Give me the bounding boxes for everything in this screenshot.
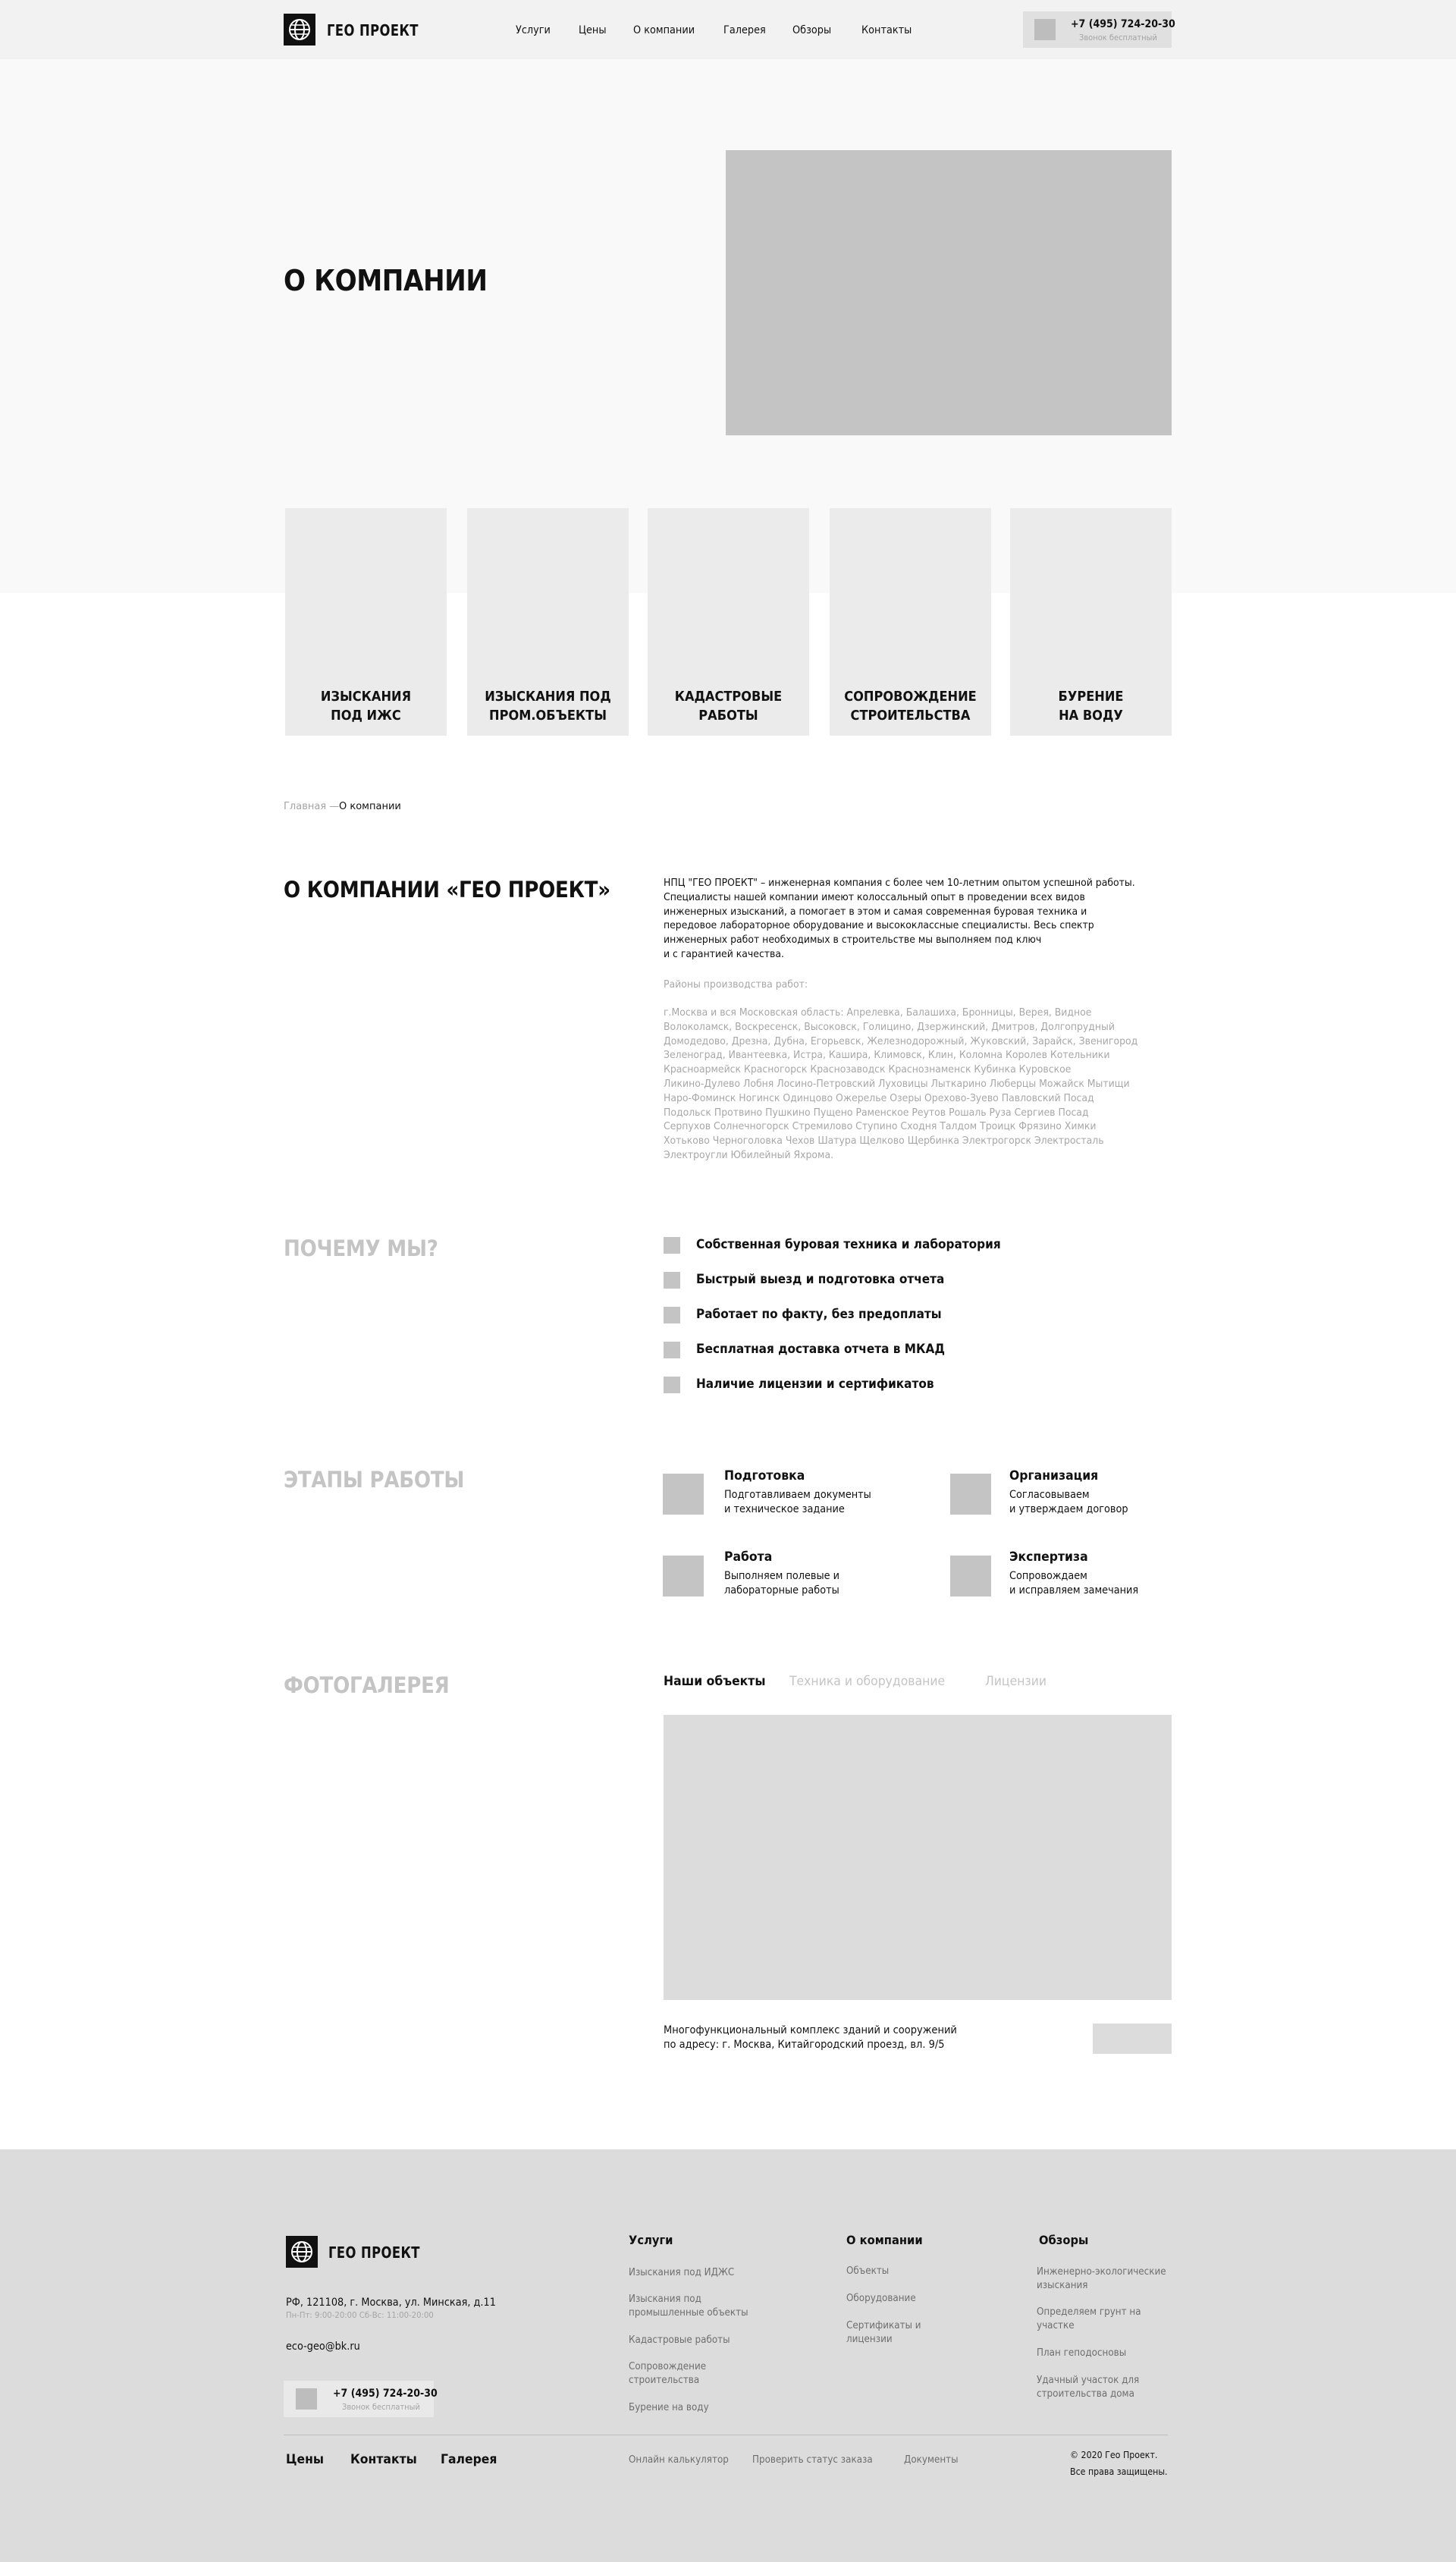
footer-link[interactable]: Удачный участок для строительства дома (1037, 2375, 1140, 2400)
service-card-label: ИЗЫСКАНИЯ ПОД ИЖС (320, 689, 412, 724)
service-card-label: БУРЕНИЕ НА ВОДУ (1058, 689, 1124, 724)
bullet-icon (664, 1377, 680, 1393)
service-card-label: СОПРОВОЖДЕНИЕ СТРОИТЕЛЬСТВА (844, 689, 977, 724)
footer-link-order-status[interactable]: Проверить статус заказа (752, 2454, 873, 2466)
footer-logo-text[interactable]: ГЕО ПРОЕКТ (328, 2243, 420, 2262)
footer-col-title[interactable]: Обзоры (1039, 2233, 1089, 2247)
why-item: Работает по факту, без предоплаты (696, 1307, 942, 1322)
footer-link-prices[interactable]: Цены (286, 2452, 325, 2467)
footer-email[interactable]: eco-geo@bk.ru (286, 2341, 360, 2353)
stage-icon (950, 1556, 991, 1597)
tab-licenses[interactable]: Лицензии (985, 1674, 1047, 1689)
stage-desc: Выполняем полевые и лабораторные работы (724, 1570, 840, 1597)
phone-icon (1034, 19, 1056, 40)
footer-address: РФ, 121108, г. Москва, ул. Минская, д.11 (286, 2297, 496, 2309)
footer-link[interactable]: План геподосновы (1037, 2347, 1127, 2359)
phone-icon (296, 2388, 317, 2410)
stages-title: ЭТАПЫ РАБОТЫ (284, 1467, 465, 1493)
stage-icon (663, 1556, 704, 1597)
footer-link[interactable]: Определяем грунт на участке (1037, 2306, 1141, 2331)
service-card-label: ИЗЫСКАНИЯ ПОД ПРОМ.ОБЪЕКТЫ (485, 689, 611, 724)
bullet-icon (664, 1237, 680, 1254)
footer-link-calculator[interactable]: Онлайн калькулятор (629, 2454, 729, 2466)
gallery-title: ФОТОГАЛЕРЕЯ (284, 1672, 450, 1698)
service-card-label: КАДАСТРОВЫЕ РАБОТЫ (674, 689, 783, 724)
about-title: О КОМПАНИИ «ГЕО ПРОЕКТ» (284, 877, 610, 903)
areas-list: г.Москва и вся Московская область: Апрелевка, Балашиха, Бронницы, Верея, Видное Волоколамск, Воскресенск, Высоковск, Голицино, Дзержинский, Дмитров, Долгопрудный Домодедово, Дрезна, Дубна, Егорьевск, Железнодорожный, Жуковский, Зарайск, Звенигород Зеленоград, Ивантеевка, Истра, Кашира, Климовск, Клин, Коломна Королев Котельники Красноармейск Красногорск Краснозаводск Краснознаменск Кубинка Куровское Ликино-Дулево Лобня Лосино-Петровский Луховицы Лыткарино Люберцы Можайск Мытищи Наро-Фоминск Ногинск Одинцово Ожерелье Озеры Орехово-Зуево Павловский Посад Подольск Протвино Пушкино Пущено Раменское Реутов Рошаль Руза Сергиев Посад Серпухов Солнечногорск Стремилово Ступино Сходня Талдом Троицк Фрязино Химки Хотьково Черноголовка Чехов Шатура Щелково Щербинка Электрогорск Электросталь Электроугли Юбилейный Яхрома. (664, 1007, 1138, 1161)
footer-link[interactable]: Сертификаты и лицензии (846, 2320, 921, 2345)
nav-prices[interactable]: Цены (579, 24, 607, 36)
service-card-cadastral[interactable] (648, 508, 809, 736)
service-card-construction[interactable] (830, 508, 991, 736)
nav-services[interactable]: Услуги (516, 24, 551, 36)
footer-link[interactable]: Кадастровые работы (629, 2334, 730, 2346)
site-header (0, 0, 1456, 59)
site-footer (0, 2149, 1456, 2562)
footer-link[interactable]: Инженерно-экологические изыскания (1037, 2266, 1166, 2291)
stage-title: Экспертиза (1009, 1549, 1088, 1565)
stage-icon (663, 1474, 704, 1515)
nav-about[interactable]: О компании (633, 24, 695, 36)
footer-link[interactable]: Сопровождение строительства (629, 2361, 707, 2386)
footer-link[interactable]: Объекты (846, 2265, 890, 2277)
footer-link-documents[interactable]: Документы (904, 2454, 959, 2466)
why-item: Наличие лицензии и сертификатов (696, 1377, 934, 1392)
tab-equipment[interactable]: Техника и оборудование (789, 1674, 946, 1689)
footer-link-contacts[interactable]: Контакты (350, 2452, 417, 2467)
why-item: Собственная буровая техника и лаборатория (696, 1237, 1001, 1252)
why-title: ПОЧЕМУ МЫ? (284, 1235, 438, 1261)
header-phone-note: Звонок бесплатный (1079, 33, 1157, 42)
nav-reviews[interactable]: Обзоры (792, 24, 832, 36)
gallery-image[interactable] (664, 1715, 1172, 2000)
hero-image (726, 150, 1172, 435)
why-item: Бесплатная доставка отчета в МКАД (696, 1342, 945, 1357)
footer-phone-note: Звонок бесплатный (342, 2402, 420, 2412)
footer-phone[interactable] (284, 2381, 438, 2417)
why-item: Быстрый выезд и подготовка отчета (696, 1272, 945, 1287)
bullet-icon (664, 1272, 680, 1289)
footer-link[interactable]: Изыскания под ИДЖС (629, 2267, 735, 2278)
footer-col-title[interactable]: О компании (846, 2233, 923, 2247)
header-phone[interactable] (1023, 11, 1175, 48)
logo-text[interactable]: ГЕО ПРОЕКТ (327, 21, 419, 39)
gallery-pager[interactable] (1093, 2024, 1172, 2054)
tab-our-objects[interactable]: Наши объекты (664, 1674, 766, 1689)
nav-gallery[interactable]: Галерея (723, 24, 766, 36)
about-text: НПЦ "ГЕО ПРОЕКТ" – инженерная компания с более чем 10-летним опытом успешной работы. Специалисты нашей компании имеют колоссальный опыт в проведении всех видов инженерных изысканий, а помогает в этом и самая современная буровая техника и передовое лабораторное оборудование и высококлассные специалисты. Весь спектр инженерных работ необходимых в строительстве мы выполняем под ключ и с гарантией качества. (664, 878, 1135, 960)
stage-desc: Подготавливаем документы и техническое задание (724, 1489, 871, 1515)
nav-contacts[interactable]: Контакты (861, 24, 912, 36)
breadcrumb-home[interactable]: Главная — (284, 801, 340, 812)
service-card-industrial[interactable] (467, 508, 629, 736)
stage-desc: Сопровождаем и исправляем замечания (1009, 1570, 1139, 1597)
page-title: О КОМПАНИИ (284, 264, 488, 297)
footer-link[interactable]: Изыскания под промышленные объекты (629, 2294, 748, 2319)
stage-desc: Согласовываем и утверждаем договор (1009, 1489, 1128, 1515)
gallery-caption: Многофункциональный комплекс зданий и сооружений по адресу: г. Москва, Китайгородский проезд, вл. 9/5 (664, 2024, 957, 2051)
bullet-icon (664, 1342, 680, 1358)
areas-label: Районы производства работ: (664, 979, 808, 991)
footer-col-title[interactable]: Услуги (629, 2233, 673, 2247)
header-phone-number[interactable]: +7 (495) 724-20-30 (1071, 18, 1175, 30)
footer-link[interactable]: Оборудование (846, 2293, 916, 2304)
copyright: © 2020 Гео Проект. Все права защищены. (1070, 2450, 1168, 2477)
stage-title: Подготовка (724, 1468, 805, 1484)
footer-logo-icon[interactable] (286, 2236, 318, 2268)
footer-hours: Пн-Пт: 9:00-20:00 Сб-Вс: 11:00-20:00 (286, 2310, 434, 2320)
bullet-icon (664, 1307, 680, 1323)
service-card-izhs[interactable] (285, 508, 447, 736)
logo-icon[interactable] (284, 14, 315, 46)
breadcrumb-current: О компании (339, 801, 401, 812)
footer-phone-number[interactable]: +7 (495) 724-20-30 (333, 2388, 438, 2400)
stage-title: Работа (724, 1549, 773, 1565)
stage-icon (950, 1474, 991, 1515)
service-card-drilling[interactable] (1010, 508, 1172, 736)
footer-link-gallery[interactable]: Галерея (441, 2452, 497, 2467)
footer-link[interactable]: Бурение на воду (629, 2402, 709, 2413)
stage-title: Организация (1009, 1468, 1099, 1484)
